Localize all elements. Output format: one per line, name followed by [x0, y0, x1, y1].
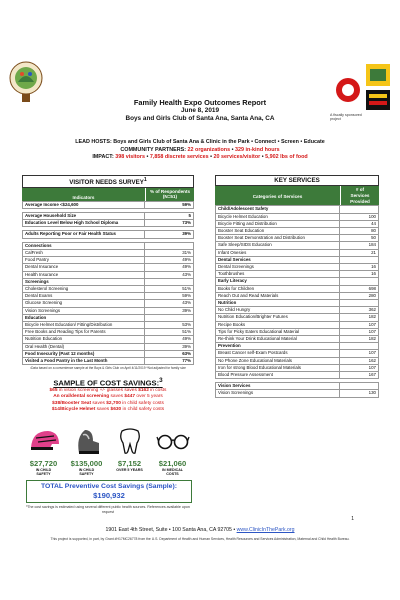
booster-text: saves	[91, 400, 107, 406]
table-row	[23, 357, 194, 364]
hosts-block	[20, 139, 380, 162]
vision-text: in vision screening +/- glasses saves	[58, 387, 139, 393]
indicator-label: Free Books and Reading Tips for Parents	[23, 329, 145, 336]
table-row	[23, 300, 194, 307]
savings-icons-row	[28, 426, 190, 456]
category-row	[216, 383, 379, 390]
table-row	[216, 336, 379, 343]
helmet-suffix: in child safety costs	[121, 407, 165, 413]
service-count	[340, 278, 379, 285]
report-location: Boys and Girls Club of Santa Ana, Santa Ana, CA	[125, 115, 275, 122]
service-label: No Child Hungry	[216, 307, 340, 314]
glasses-icon	[156, 426, 190, 456]
cost-savings-note: ³The cost savings is estimated using several different public health sources. References available upon request	[26, 505, 190, 514]
service-count: 107	[340, 350, 379, 357]
savings-caption: SAFETY	[36, 472, 51, 477]
service-label: Nutrition	[216, 300, 340, 307]
service-count: 184	[340, 242, 379, 249]
service-count: 362	[340, 307, 379, 314]
helmet-saving: $630	[110, 407, 122, 413]
savings-item	[22, 459, 65, 477]
savings-amount: $21,060	[158, 459, 187, 468]
indicator-label: Screenings	[23, 278, 145, 285]
service-label: Prevention	[216, 343, 340, 350]
savings-caption: IN MEDICAL	[162, 468, 183, 472]
dental-saving: $447	[124, 394, 136, 400]
separator: •	[208, 154, 214, 161]
report-title: Family Health Expo Outcomes Report	[133, 98, 267, 107]
table-row	[216, 307, 379, 314]
key-services-title: KEY SERVICES	[215, 175, 379, 186]
indicator-label: Dental Exams	[23, 293, 145, 300]
service-count: 107	[340, 321, 379, 328]
indicator-label: Bicycle Helmet Education/ Fitting/Distribution	[23, 321, 145, 328]
table-row	[216, 264, 379, 271]
tooth-icon	[113, 426, 147, 456]
savings-values-row	[22, 459, 194, 477]
cost-savings-heading-text: SAMPLE OF COST SAVINGS:	[53, 378, 160, 388]
lead-hosts: LEAD HOSTS: Boys and Girls Club of Santa Ana & Clinic in the Park • Connect • Screen • Educate	[75, 139, 325, 145]
table-row	[23, 264, 194, 271]
table-row	[216, 321, 379, 328]
report-title-block	[60, 98, 340, 123]
indicator-label: Average Household Size	[23, 213, 145, 220]
col-percent-line2: (N=51)	[162, 194, 178, 200]
table-row	[216, 271, 379, 278]
table-row	[23, 271, 194, 278]
service-label: Infant Onesies	[216, 249, 340, 256]
footnote-marker: 3	[159, 377, 163, 384]
report-date: June 8, 2019	[180, 107, 219, 114]
col-indicators: Indicators	[72, 195, 95, 201]
indicator-label: Oral Health (Dental)	[23, 343, 145, 350]
savings-caption: IN CHILD	[35, 468, 52, 472]
service-label: No Phone Zone Educational Materials	[216, 357, 340, 364]
savings-caption: SAFETY	[79, 472, 94, 477]
service-count	[340, 256, 379, 263]
col-num-line1: # of	[355, 187, 365, 192]
savings-line-dental	[22, 394, 194, 401]
table-row	[23, 213, 194, 220]
indicator-label: Education	[23, 314, 145, 321]
food-pounds: 5,902 lbs of food	[265, 154, 308, 161]
service-label: Dental Services	[216, 256, 340, 263]
table-row	[216, 390, 379, 397]
service-label: Books for Children	[216, 285, 340, 292]
table-row	[216, 372, 379, 379]
service-count: 80	[340, 228, 379, 235]
clinic-in-the-park-logo	[8, 60, 44, 104]
visitor-needs-header-row	[22, 188, 194, 201]
dental-item: An oral/dental screening	[53, 394, 110, 400]
separator: •	[144, 154, 150, 161]
indicator-percent: 73%	[145, 220, 194, 227]
savings-amount: $135,000	[70, 459, 103, 468]
sponsor-logos	[334, 60, 394, 112]
indicator-label: Vision Screenings	[23, 307, 145, 314]
service-label: Booster Seat Demonstration and Distribution	[216, 235, 340, 242]
service-label: Early Literacy	[216, 278, 340, 285]
service-count: 167	[340, 372, 379, 379]
dental-suffix: over 5 years	[135, 394, 163, 400]
service-label: Recipe Books	[216, 321, 340, 328]
separator: •	[260, 154, 266, 161]
indicator-label: Average Income <$24,600	[23, 201, 145, 208]
dental-text: saves	[109, 394, 125, 400]
col-services-provided	[340, 186, 379, 205]
key-services-table	[215, 205, 379, 397]
table-row	[216, 285, 379, 292]
service-label: Breast Cancer self-Exam Postcards	[216, 350, 340, 357]
indicator-label: Food Insecurity (Past 12 months)	[23, 350, 145, 357]
service-label: Vision Screenings	[216, 390, 340, 397]
col-percent-line1: % of Respondents	[149, 189, 191, 195]
service-label: Vision Services	[216, 383, 340, 390]
separator: •	[230, 146, 235, 153]
col-num-line2: Services	[350, 192, 370, 198]
helmet-cost: $14/Bicycle Helmet	[51, 407, 96, 413]
table-row	[23, 231, 194, 238]
service-count: 107	[340, 364, 379, 371]
service-label: Blood Pressure Assessment	[216, 372, 340, 379]
indicator-label: Connections	[23, 242, 145, 249]
table-row	[216, 220, 379, 227]
table-row	[216, 213, 379, 220]
category-row	[216, 256, 379, 263]
vision-suffix: in costs	[148, 387, 167, 393]
col-num-line3: Provided	[350, 198, 370, 204]
savings-line-helmet	[22, 407, 194, 414]
col-percent	[145, 188, 194, 201]
impact-prefix: IMPACT:	[92, 154, 116, 161]
col-categories: Categories of Services	[252, 194, 303, 199]
key-services-header-row	[215, 186, 379, 205]
table-row	[216, 328, 379, 335]
indicator-percent: 5	[145, 213, 194, 220]
services-per-visitor: 20 services/visitor	[213, 154, 261, 161]
indicator-label: Nutrition Education	[23, 336, 145, 343]
savings-amount: $7,152	[117, 459, 142, 468]
indicator-label: Adults Reporting Poor or Fair Health Status	[23, 231, 145, 238]
savings-amount: $27,720	[29, 459, 58, 468]
indicator-percent: 39%	[145, 231, 194, 238]
website-link[interactable]: www.ClinicInThePark.org	[236, 527, 295, 533]
table-row	[216, 249, 379, 256]
service-label: Iron for strong Blood Educational Materials	[216, 364, 340, 371]
table-row	[216, 242, 379, 249]
table-row	[23, 307, 194, 314]
address-text: 1901 East 4th Street, Suite • 100 Santa Ana, CA 92705 •	[105, 527, 237, 533]
cost-savings-block	[22, 376, 194, 414]
service-label: Toothbrushes	[216, 271, 340, 278]
table-row	[23, 321, 194, 328]
service-count: 16	[340, 271, 379, 278]
category-row	[216, 300, 379, 307]
service-count: 280	[340, 292, 379, 299]
total-savings-label: TOTAL Preventive Cost Savings (Sample):	[41, 483, 177, 490]
table-row	[216, 364, 379, 371]
service-count: 21	[340, 249, 379, 256]
service-label: Re-think Your Drink Educational Material	[216, 336, 340, 343]
table-row	[23, 343, 194, 350]
indicator-label: CalFresh	[23, 249, 145, 256]
service-count: 107	[340, 328, 379, 335]
service-count: 100	[340, 213, 379, 220]
table-row	[216, 314, 379, 321]
indicator-percent: 31%	[145, 249, 194, 256]
indicator-percent: 59%	[145, 293, 194, 300]
indicator-percent: 53%	[145, 321, 194, 328]
indicator-percent: 43%	[145, 271, 194, 278]
service-label: Bicycle Fitting and Distribution	[216, 220, 340, 227]
indicator-percent: 39%	[145, 343, 194, 350]
service-count	[340, 300, 379, 307]
table-row	[216, 350, 379, 357]
indicator-label: Food Pantry	[23, 257, 145, 264]
table-row	[23, 285, 194, 292]
savings-item	[151, 459, 194, 477]
partners-count: 22 organizations	[187, 146, 231, 153]
bicycle-helmet-icon	[28, 426, 62, 456]
savings-item	[65, 459, 108, 477]
service-count: 130	[340, 390, 379, 397]
service-count: 50	[340, 235, 379, 242]
category-row	[216, 278, 379, 285]
visitors-count: 398 visitors	[115, 154, 145, 161]
visitor-needs-panel	[22, 175, 194, 370]
table-row	[216, 228, 379, 235]
cost-savings-heading	[22, 376, 194, 388]
indicator-percent: 51%	[145, 329, 194, 336]
service-count: 182	[340, 314, 379, 321]
service-count: 44	[340, 220, 379, 227]
service-count	[340, 383, 379, 390]
visitor-needs-note: ¹Data based on a convenience sample at the Boys & Girls Club on April 4/11/2019 *Not adjusted for family size	[30, 366, 186, 371]
booster-cost: $38/Booster Seat	[52, 400, 92, 406]
indicator-percent: 59%	[145, 201, 194, 208]
service-count: 162	[340, 357, 379, 364]
service-count: 698	[340, 285, 379, 292]
table-row	[216, 292, 379, 299]
table-row	[23, 314, 194, 321]
footer-grant-note: This project is supported, in part, by Grant #H17MC26778 from the U.S. Department of Health and Human Services, Health Resources and Services Administration, Maternal and Child Health Bureau.	[50, 537, 350, 541]
service-label: Bicycle Helmet Education	[216, 213, 340, 220]
footer-address	[0, 527, 400, 534]
savings-caption: COSTS	[166, 472, 179, 477]
vision-saving: $162	[138, 387, 149, 393]
key-services-panel	[215, 175, 379, 398]
table-row	[23, 329, 194, 336]
savings-caption: IN CHILD	[78, 468, 95, 472]
indicator-label: Health Insurance	[23, 271, 145, 278]
indicator-label: Education Level Below High School Diploma	[23, 220, 145, 227]
indicator-percent	[145, 314, 194, 321]
service-label: Safe Sleep/SIDS Education	[216, 242, 340, 249]
car-seat-icon	[71, 426, 105, 456]
indicator-label: Dental Insurance	[23, 264, 145, 271]
service-label: Tips for Picky Eaters Educational Material	[216, 328, 340, 335]
table-row	[216, 235, 379, 242]
sponsor-note: A fiscally sponsored project	[330, 113, 362, 122]
indicator-percent	[145, 278, 194, 285]
footnote-marker: 1	[143, 177, 147, 183]
indicator-percent: 51%	[145, 285, 194, 292]
indicator-label: Glucose Screening	[23, 300, 145, 307]
savings-item	[108, 459, 151, 477]
table-row	[216, 357, 379, 364]
service-label: Reach Out and Read Materials	[216, 292, 340, 299]
indicator-percent: 63%	[145, 350, 194, 357]
category-row	[216, 343, 379, 350]
service-count	[340, 206, 379, 213]
inkind-hours: 329 in-kind hours	[234, 146, 280, 153]
page-number: 1	[351, 516, 354, 522]
table-row	[23, 220, 194, 227]
community-partners	[20, 147, 380, 155]
table-row	[23, 249, 194, 256]
savings-caption: OVER 5 YEARS	[116, 468, 143, 472]
table-row	[23, 293, 194, 300]
indicator-percent: 49%	[145, 257, 194, 264]
visitor-needs-title	[22, 175, 194, 188]
indicator-percent: 49%	[145, 336, 194, 343]
indicator-percent: 49%	[145, 264, 194, 271]
table-row	[23, 278, 194, 285]
booster-saving: $2,700	[106, 400, 121, 406]
table-row	[23, 336, 194, 343]
service-label: Booster Seat Education	[216, 228, 340, 235]
booster-suffix: in child safety costs	[120, 400, 164, 406]
total-savings-value: $190,932	[93, 491, 125, 501]
service-count: 16	[340, 264, 379, 271]
table-row	[23, 242, 194, 249]
vision-cost: $65	[49, 387, 59, 393]
helmet-text: saves	[95, 407, 111, 413]
service-count	[340, 343, 379, 350]
service-label: Child/Adolescent Safety	[216, 206, 340, 213]
indicator-percent: 39%	[145, 307, 194, 314]
indicator-percent: 77%	[145, 357, 194, 364]
visitor-needs-title-text: VISITOR NEEDS SURVEY	[69, 179, 144, 187]
service-label: Dental Screenings	[216, 264, 340, 271]
services-count: 7,858 discrete services	[149, 154, 209, 161]
category-row	[216, 206, 379, 213]
table-row	[23, 257, 194, 264]
table-row	[23, 201, 194, 208]
total-savings-box	[26, 480, 192, 503]
indicator-percent	[145, 242, 194, 249]
service-count: 182	[340, 336, 379, 343]
impact-line	[20, 154, 380, 162]
visitor-needs-table	[22, 201, 194, 365]
indicator-label: Cholesterol Screening	[23, 285, 145, 292]
table-row	[23, 350, 194, 357]
indicator-label: Visited a Food Pantry in the Last Month	[23, 357, 145, 364]
partners-prefix: COMMUNITY PARTNERS:	[120, 146, 188, 153]
indicator-percent: 43%	[145, 300, 194, 307]
service-label: Nutrition Education/Brighter Futures	[216, 314, 340, 321]
